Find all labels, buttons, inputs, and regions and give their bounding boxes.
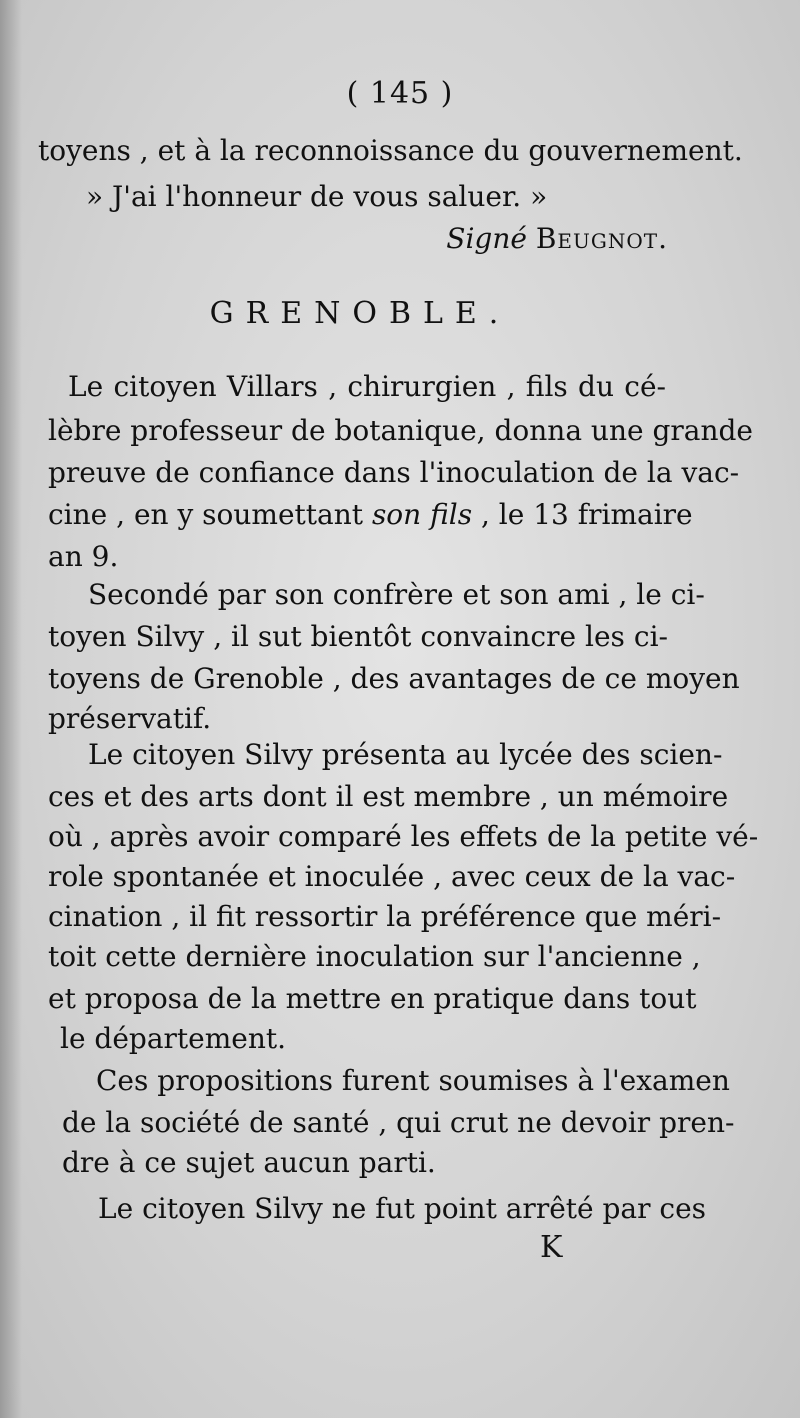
text-line: toyens de Grenoble , des avantages de ce moyen <box>48 662 740 695</box>
text-line: an 9. <box>48 540 119 573</box>
text-line: toyen Silvy , il sut bientôt convaincre les ci- <box>48 620 668 653</box>
text-line: le département. <box>60 1022 287 1055</box>
text-line <box>48 498 693 531</box>
signature-signe: Signé <box>446 222 527 255</box>
text-line: dre à ce sujet aucun parti. <box>62 1146 436 1179</box>
text-line: cination , il fit ressortir la préférence que méri- <box>48 900 722 933</box>
page-gutter-shadow <box>0 0 22 1418</box>
text-line: lèbre professeur de botanique, donna une grande <box>48 414 753 447</box>
text-segment: cine , en y soumettant <box>48 498 372 531</box>
text-line: de la société de santé , qui crut ne devoir pren- <box>62 1106 735 1139</box>
text-line: role spontanée et inoculée , avec ceux de la vac- <box>48 860 736 893</box>
text-line: toit cette dernière inoculation sur l'ancienne , <box>48 940 701 973</box>
text-line: toyens , et à la reconnoissance du gouvernement. <box>38 134 743 167</box>
text-line: Le citoyen Villars , chirurgien , fils du cé- <box>68 370 666 403</box>
signature-mark: K <box>540 1230 563 1265</box>
signature-name: Beugnot. <box>535 222 668 255</box>
text-line: où , après avoir comparé les effets de la petite vé- <box>48 820 759 853</box>
text-line: Le citoyen Silvy présenta au lycée des scien- <box>88 738 723 771</box>
section-title: GRENOBLE. <box>209 296 511 331</box>
text-italic: son fils <box>371 498 473 531</box>
page-number: ( 145 ) <box>346 76 454 111</box>
text-segment: , le 13 frimaire <box>472 498 693 531</box>
text-line: » J'ai l'honneur de vous saluer. » <box>86 180 548 213</box>
text-line: preuve de confiance dans l'inoculation de la vac- <box>48 456 740 489</box>
text-line: et proposa de la mettre en pratique dans tout <box>48 982 697 1015</box>
text-line: préservatif. <box>48 702 212 735</box>
text-line: Le citoyen Silvy ne fut point arrêté par ces <box>98 1192 707 1225</box>
text-line: Secondé par son confrère et son ami , le ci- <box>88 578 705 611</box>
text-line: Ces propositions furent soumises à l'examen <box>96 1064 730 1097</box>
signature <box>446 222 668 255</box>
text-line: ces et des arts dont il est membre , un mémoire <box>48 780 729 813</box>
